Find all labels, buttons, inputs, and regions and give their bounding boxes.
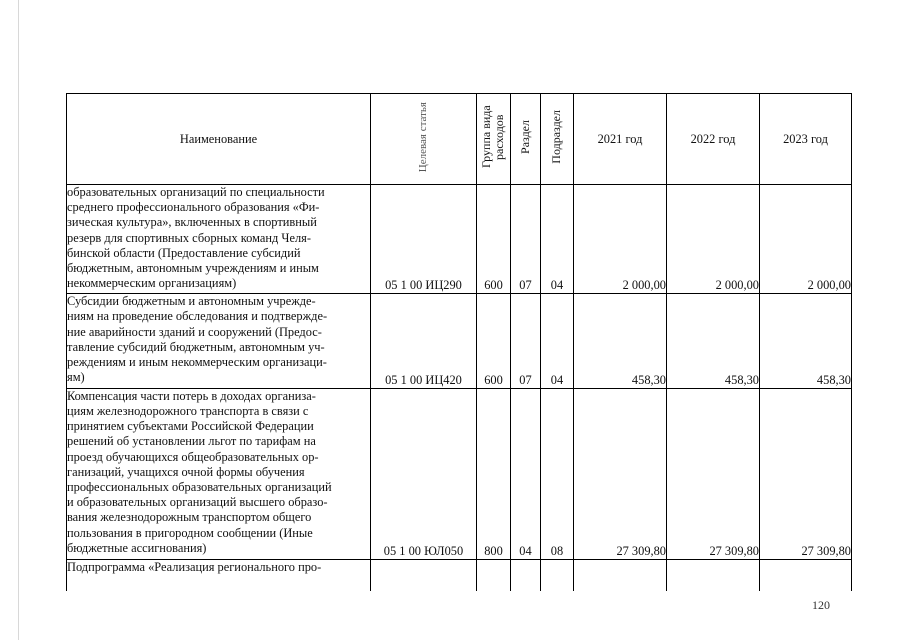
row-section: 04: [511, 388, 541, 560]
header-name: Наименование: [67, 94, 371, 185]
row-subsection: 04: [541, 185, 574, 294]
row-value-2021: [574, 560, 667, 591]
row-expense-group: 800: [477, 388, 511, 560]
row-subsection: 08: [541, 388, 574, 560]
row-name: Субсидии бюджетным и автономным учрежде- ниям на проведение обследования и подтвержде- ние аварийности зданий и сооружений (Предос- тавление субсидий бюджетным, автономным уч- реждениям и иным некоммерческим организаци- ям): [67, 294, 371, 389]
budget-table: [66, 93, 852, 591]
row-target-article: 05 1 00 ИЦ290: [371, 185, 477, 294]
row-target-article: 05 1 00 ЮЛ050: [371, 388, 477, 560]
table-header-row: [67, 94, 852, 185]
row-value-2022: 458,30: [667, 294, 760, 389]
row-value-2021: 2 000,00: [574, 185, 667, 294]
row-section: [511, 560, 541, 591]
row-value-2023: [760, 560, 852, 591]
row-value-2021: 458,30: [574, 294, 667, 389]
row-value-2023: 458,30: [760, 294, 852, 389]
header-target-article: Целевая статья: [371, 94, 477, 185]
row-expense-group: 600: [477, 294, 511, 389]
row-name: Компенсация части потерь в доходах организа- циям железнодорожного транспорта в связи с принятием субъектами Российской Федерации решений об установлении льгот по тарифам на проезд обучающихся общеобразовательных ор- ганизаций, учащихся очной формы обучения профессиональных образовательных организаций и образовательных организаций высшего образо- вания железнодорожным транспортом общего пользования в пригородном сообщении (Иные бюджетные ассигнования): [67, 388, 371, 560]
row-name: образовательных организаций по специальности среднего профессионального образования «Фи- зическая культура», включенных в спортивный резерв для спортивных сборных команд Челя- бинской области (Предоставление субсидий бюджетным, автономным учреждениям и иным некоммерческим организациям): [67, 185, 371, 294]
header-expense-group: Группа вида расходов: [477, 94, 511, 185]
table-row: [67, 560, 852, 591]
header-2022: 2022 год: [667, 94, 760, 185]
header-subsection: Подраздел: [541, 94, 574, 185]
row-expense-group: 600: [477, 185, 511, 294]
table-row: [67, 294, 852, 389]
row-target-article: [371, 560, 477, 591]
row-value-2022: 2 000,00: [667, 185, 760, 294]
header-2023: 2023 год: [760, 94, 852, 185]
row-value-2022: 27 309,80: [667, 388, 760, 560]
row-subsection: 04: [541, 294, 574, 389]
header-2021: 2021 год: [574, 94, 667, 185]
row-value-2023: 27 309,80: [760, 388, 852, 560]
page-number: 120: [812, 598, 830, 612]
row-value-2022: [667, 560, 760, 591]
table-row: [67, 185, 852, 294]
row-value-2023: 2 000,00: [760, 185, 852, 294]
scan-edge-line: [18, 0, 19, 640]
row-name: Подпрограмма «Реализация регионального про-: [67, 560, 371, 591]
row-target-article: 05 1 00 ИЦ420: [371, 294, 477, 389]
header-section: Раздел: [511, 94, 541, 185]
row-section: 07: [511, 294, 541, 389]
row-value-2021: 27 309,80: [574, 388, 667, 560]
table-row: [67, 388, 852, 560]
row-expense-group: [477, 560, 511, 591]
row-subsection: [541, 560, 574, 591]
row-section: 07: [511, 185, 541, 294]
